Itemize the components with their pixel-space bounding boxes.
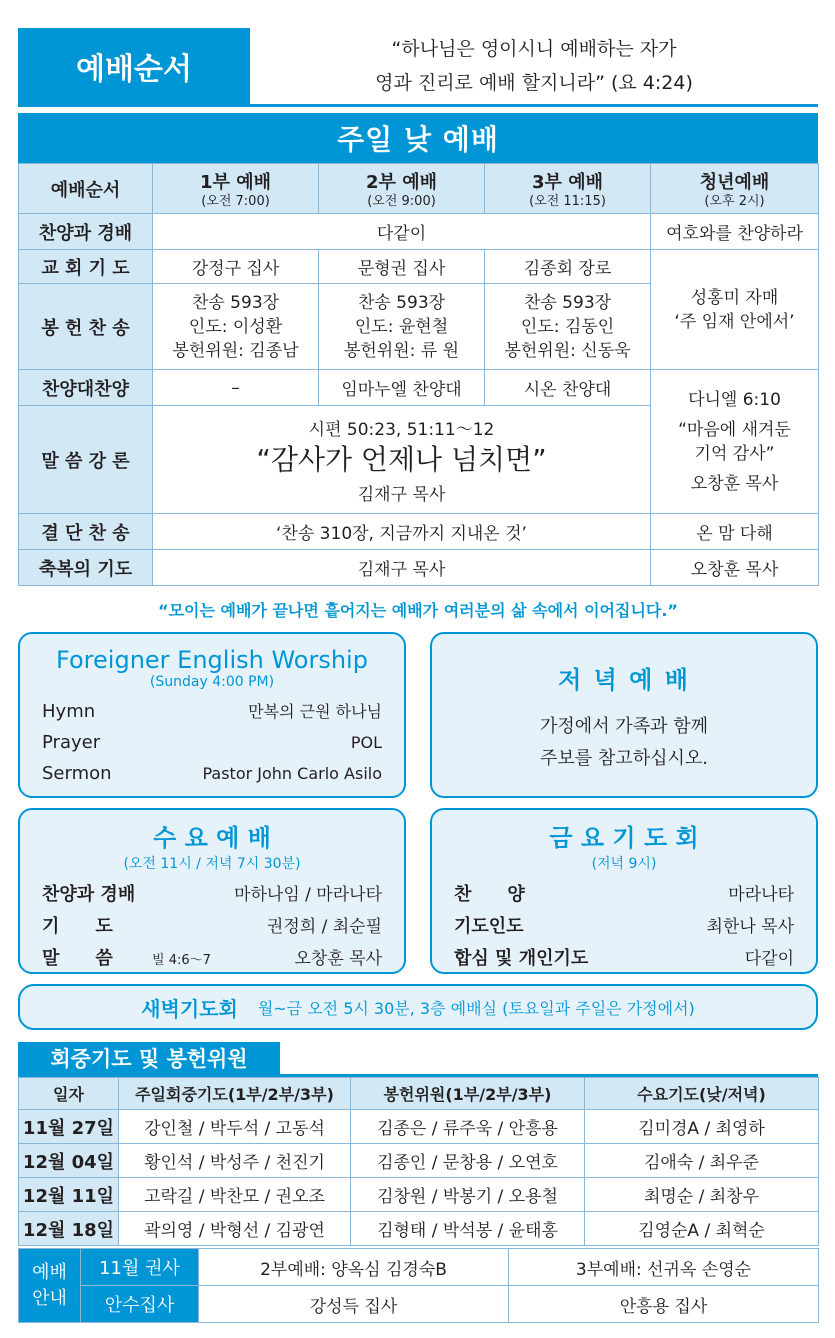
guide-service-3: 3부예배: 선귀옥 손영순	[509, 1249, 819, 1286]
dawn-prayer-title: 새벽기도회	[141, 996, 238, 1021]
sermon	[153, 406, 651, 514]
row-label: Hymn	[42, 701, 96, 722]
hymn: 찬송 593장	[191, 292, 280, 313]
wednesday-row-praise	[42, 879, 382, 911]
table-header-row	[19, 164, 819, 214]
service-2-header	[319, 164, 485, 214]
wednesday-prayer-cell: 김영순A / 최혁순	[585, 1212, 819, 1246]
weekly-title: 회중기도 및 봉헌위원	[18, 1042, 280, 1074]
decision-hymn: ‘찬송 310장, 지금까지 지내온 것’	[153, 514, 651, 550]
header-verse	[250, 28, 818, 104]
prayer-3: 김종회 장로	[485, 250, 651, 284]
service-time: (오전 11:15)	[529, 193, 606, 209]
row-label: 기도인도	[454, 916, 524, 937]
row-label: 결 단 찬 송	[19, 514, 153, 550]
service-time: (오전 9:00)	[367, 193, 436, 209]
sermon-reference: 시편 50:23, 51:11～12	[308, 419, 495, 440]
row-label: Prayer	[42, 732, 101, 753]
praise-leader: 다같이	[153, 214, 651, 250]
row-label: 찬 양	[454, 884, 525, 905]
row-value: 다같이	[744, 949, 794, 969]
row-label: 교 회 기 도	[19, 250, 153, 284]
youth-sermon-ref: 다니엘 6:10	[688, 389, 781, 410]
preacher: 김재구 목사	[357, 484, 446, 505]
offering-1	[153, 284, 319, 370]
offering-cell: 김종은 / 류주욱 / 안흥용	[351, 1110, 585, 1144]
table-row	[19, 1110, 819, 1144]
youth-service-header	[651, 164, 819, 214]
wednesday-service-box	[18, 808, 406, 974]
youth-sermon	[651, 370, 819, 514]
row-label: 찬양대찬양	[19, 370, 153, 406]
choir-2: 임마누엘 찬양대	[319, 370, 485, 406]
leader: 인도: 이성환	[188, 316, 283, 337]
service-time: (오후 2시)	[704, 193, 765, 209]
guide-label-line: 안내	[32, 1287, 67, 1309]
row-value: 권정희 / 최순필	[266, 917, 382, 937]
youth-sermon-title: 기억 감사”	[694, 443, 775, 464]
friday-row-leader	[454, 911, 794, 943]
column-header: 수요기도(낮/저녁)	[585, 1078, 819, 1110]
dawn-prayer-text: 월~금 오전 5시 30분, 3층 예배실 (토요일과 주일은 가정에서)	[257, 998, 695, 1018]
service-name: 3부 예배	[532, 171, 603, 193]
row-value: Pastor John Carlo Asilo	[202, 764, 382, 783]
sunday-prayer-cell: 고락길 / 박찬모 / 권오조	[119, 1178, 351, 1212]
header-divider	[18, 104, 818, 107]
friday-row-group-prayer	[454, 943, 794, 975]
english-row-hymn	[42, 696, 382, 727]
row-label: 축복의 기도	[19, 550, 153, 586]
column-header: 봉헌위원(1부/2부/3부)	[351, 1078, 585, 1110]
guide-deacon-a: 강성득 집사	[199, 1286, 509, 1323]
table-row	[19, 1144, 819, 1178]
prayer-1: 강정구 집사	[153, 250, 319, 284]
date-cell: 12월 18일	[19, 1212, 119, 1246]
wednesday-row-prayer	[42, 911, 382, 943]
row-value: 최한나 목사	[706, 917, 794, 937]
row-label: 기 도	[42, 916, 113, 937]
wednesday-prayer-cell: 최명순 / 최창우	[585, 1178, 819, 1212]
sunday-prayer-cell: 황인석 / 박성주 / 천진기	[119, 1144, 351, 1178]
column-header: 주일회중기도(1부/2부/3부)	[119, 1078, 351, 1110]
sunday-service-table	[18, 163, 819, 586]
wednesday-prayer-cell: 김애숙 / 최우준	[585, 1144, 819, 1178]
table-row	[19, 1212, 819, 1246]
date-cell: 11월 27일	[19, 1110, 119, 1144]
youth-praise: 여호와를 찬양하라	[651, 214, 819, 250]
service-3-header	[485, 164, 651, 214]
sunday-service-title: 주일 낮 예배	[18, 113, 818, 163]
sunday-prayer-cell: 강인철 / 박두석 / 고동석	[119, 1110, 351, 1144]
offering-2	[319, 284, 485, 370]
choir-1: –	[153, 370, 319, 406]
row-value: POL	[350, 733, 382, 752]
evening-service-title: 저 녁 예 배	[558, 666, 690, 694]
wednesday-service-title: 수 요 예 배	[153, 824, 271, 852]
service-1-header	[153, 164, 319, 214]
quote: “모이는 예배가 끝나면 흩어지는 예배가 여러분의 삶 속에서 이어집니다.”	[158, 601, 678, 620]
date-cell: 12월 04일	[19, 1144, 119, 1178]
evening-line-2: 주보를 참고하십시오.	[540, 748, 708, 769]
row-value: 마라나타	[728, 885, 794, 905]
choir-row	[19, 370, 819, 406]
date-cell: 12월 11일	[19, 1178, 119, 1212]
verse-line-2: 영과 진리로 예배 할지니라” (요 4:24)	[375, 72, 693, 94]
weekly-header-row	[19, 1078, 819, 1110]
offering-3	[485, 284, 651, 370]
row-value: 마하나임 / 마라나타	[234, 885, 382, 905]
row-label: 찬양과 경배	[19, 214, 153, 250]
offering-member: 봉헌위원: 신동욱	[504, 340, 631, 361]
guide-service-2: 2부예배: 양옥심 김경숙B	[199, 1249, 509, 1286]
scripture-reference: 빌 4:6～7	[152, 953, 211, 968]
english-worship-box	[18, 632, 406, 798]
youth-benediction: 오창훈 목사	[651, 550, 819, 586]
youth-sermon-title: “마음에 새겨둔	[678, 419, 791, 440]
friday-prayer-box	[430, 808, 818, 974]
wednesday-prayer-cell: 김미경A / 최영하	[585, 1110, 819, 1144]
section-title: 예배순서	[18, 28, 250, 104]
prayer-2: 문형권 집사	[319, 250, 485, 284]
youth-special-title: ‘주 임재 안에서’	[674, 311, 795, 332]
youth-decision-hymn: 온 맘 다해	[651, 514, 819, 550]
row-label: 말 씀	[42, 948, 113, 969]
wednesday-row-sermon	[42, 943, 382, 976]
evening-line-1: 가정에서 가족과 함께	[540, 716, 708, 737]
guide-row-label: 11월 권사	[81, 1249, 199, 1286]
guide-row-deacon	[19, 1286, 819, 1323]
hymn: 찬송 593장	[357, 292, 446, 313]
offering-member: 봉헌위원: 김종남	[172, 340, 299, 361]
hymn: 찬송 593장	[523, 292, 612, 313]
guide-label	[19, 1249, 81, 1323]
guide-row-deaconess	[19, 1249, 819, 1286]
evening-service-box	[430, 632, 818, 798]
guide-label-line: 예배	[32, 1261, 67, 1283]
service-name: 2부 예배	[366, 171, 437, 193]
praise-row	[19, 214, 819, 250]
row-label: 찬양과 경배	[42, 884, 136, 905]
benediction: 김재구 목사	[153, 550, 651, 586]
row-label: 봉 헌 찬 송	[19, 284, 153, 370]
offering-cell: 김형태 / 박석봉 / 윤태홍	[351, 1212, 585, 1246]
offering-cell: 김창원 / 박봉기 / 오용철	[351, 1178, 585, 1212]
friday-prayer-time: (저녁 9시)	[591, 856, 657, 872]
sermon-title: “감사가 언제나 넘치면”	[256, 442, 547, 476]
leader: 인도: 김동인	[520, 316, 615, 337]
service-name: 청년예배	[699, 171, 770, 193]
guide-row-label: 안수집사	[81, 1286, 199, 1323]
row-label: 합심 및 개인기도	[454, 948, 589, 969]
leader: 인도: 윤현철	[354, 316, 449, 337]
choir-3: 시온 찬양대	[485, 370, 651, 406]
guide-deacon-b: 안흥용 집사	[509, 1286, 819, 1323]
english-row-prayer	[42, 727, 382, 758]
table-row	[19, 1178, 819, 1212]
youth-special-singer: 성홍미 자매	[690, 287, 779, 308]
order-label: 예배순서	[50, 179, 121, 201]
order-header	[19, 164, 153, 214]
verse-line-1: “하나님은 영이시니 예배하는 자가	[391, 38, 677, 60]
youth-preacher: 오창훈 목사	[690, 473, 779, 494]
row-value: 만복의 근원 하나님	[248, 702, 382, 721]
row-label: 말 씀 강 론	[19, 406, 153, 514]
friday-row-praise	[454, 879, 794, 911]
service-time: (오전 7:00)	[201, 193, 270, 209]
column-header: 일자	[19, 1078, 119, 1110]
english-worship-time: (Sunday 4:00 PM)	[149, 674, 275, 690]
service-name: 1부 예배	[200, 171, 271, 193]
friday-prayer-title: 금 요 기 도 회	[549, 824, 699, 852]
english-worship-title: Foreigner English Worship	[56, 646, 368, 674]
worship-guide-table	[18, 1248, 819, 1323]
youth-special-song	[651, 250, 819, 370]
offering-member: 봉헌위원: 류 원	[343, 340, 460, 361]
sunday-prayer-cell: 곽의영 / 박형선 / 김광연	[119, 1212, 351, 1246]
wednesday-service-time: (오전 11시 / 저녁 7시 30분)	[123, 856, 301, 872]
decision-row	[19, 514, 819, 550]
dawn-prayer-box	[18, 984, 818, 1030]
weekly-table	[18, 1077, 819, 1246]
row-value: 오창훈 목사	[294, 949, 382, 969]
row-label: Sermon	[42, 763, 112, 784]
offering-cell: 김종인 / 문창용 / 오연호	[351, 1144, 585, 1178]
benediction-row	[19, 550, 819, 586]
english-row-sermon	[42, 758, 382, 789]
prayer-row	[19, 250, 819, 284]
